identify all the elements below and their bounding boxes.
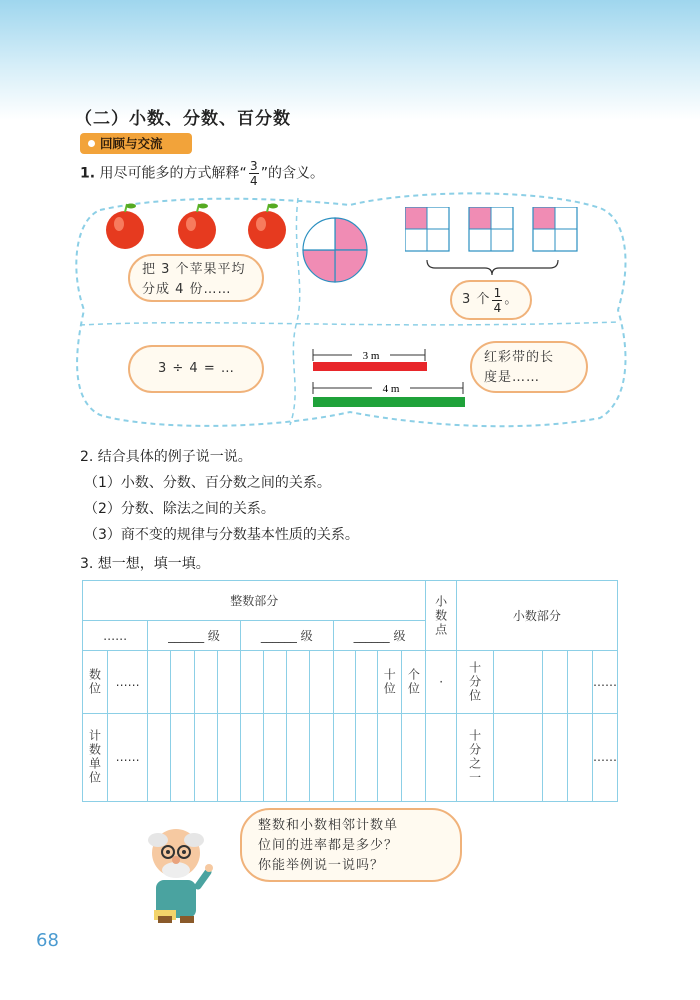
ellipsis-text: …… — [593, 750, 617, 765]
integer-part-label: 整数部分 — [230, 594, 279, 609]
quarter-grids — [405, 207, 580, 255]
page-number: 68 — [36, 930, 59, 951]
blank-cell[interactable] — [568, 713, 593, 801]
unit-label: 计数单位 — [87, 729, 102, 786]
blank-cell[interactable] — [217, 713, 240, 801]
apples — [105, 202, 295, 254]
blank-cell[interactable] — [264, 651, 287, 713]
blank-cell[interactable] — [240, 713, 263, 801]
apple-icon — [106, 204, 144, 250]
ribbons — [310, 345, 470, 410]
teacher-bubble-line1: 整数和小数相邻计数单 — [258, 818, 399, 833]
ellipsis-text: …… — [593, 674, 617, 689]
apples-cloud-line1: 把 3 个苹果平均 — [142, 262, 246, 277]
decimal-point-cell — [426, 713, 456, 801]
ellipsis-cell — [108, 651, 148, 713]
ellipsis-text: …… — [115, 674, 140, 689]
red-ribbon-label: 3 m — [362, 350, 380, 362]
apple-icon — [248, 204, 286, 250]
fraction-cloud-suffix: 。 — [504, 292, 519, 307]
blank-cell[interactable] — [194, 651, 217, 713]
blank-cell[interactable] — [378, 713, 402, 801]
grid-square — [469, 207, 513, 251]
blank-cell[interactable] — [171, 713, 194, 801]
grade-cell: ______ 级 — [148, 621, 241, 651]
decimal-point-header — [426, 581, 456, 651]
apple-icon — [178, 204, 216, 250]
q1-fraction — [249, 160, 259, 187]
division-expression: 3 ÷ 4 = … — [158, 361, 235, 376]
row-label-place — [83, 651, 108, 713]
review-tag — [80, 133, 192, 154]
q1-frac-den: 4 — [249, 174, 258, 188]
decimal-part-label: 小数部分 — [512, 609, 561, 624]
q2-item: （2）分数、除法之间的关系。 — [84, 501, 275, 517]
fraction-cloud — [450, 280, 532, 320]
teacher-illustration — [128, 818, 218, 923]
blank-cell[interactable] — [310, 713, 333, 801]
grade-cell: ______ 级 — [333, 621, 426, 651]
review-tag-label: 回顾与交流 — [100, 136, 163, 151]
tenth-unit-cell — [456, 713, 493, 801]
blank-cell[interactable] — [494, 651, 543, 713]
question-3-title: 3. 想一想，填一填。 — [80, 556, 210, 572]
blank-cell[interactable] — [355, 713, 377, 801]
blank-cell[interactable] — [543, 713, 568, 801]
ones-cell — [402, 651, 426, 713]
ellipsis-cell — [108, 713, 148, 801]
blank-cell[interactable] — [543, 651, 568, 713]
ones-label: 个位 — [406, 667, 421, 696]
ellipsis-cell — [593, 651, 618, 713]
blank-cell[interactable] — [287, 651, 310, 713]
apples-cloud-line2: 分成 4 份…… — [142, 282, 232, 297]
blank-cell[interactable] — [568, 651, 593, 713]
ellipsis-cell — [593, 713, 618, 801]
fraction-cloud-num: 1 — [493, 285, 502, 300]
decimal-part-header — [456, 581, 617, 651]
header-band — [0, 0, 700, 120]
blank-cell[interactable] — [402, 713, 426, 801]
blank-cell[interactable] — [494, 713, 543, 801]
blank-cell[interactable] — [310, 651, 333, 713]
section-title: （二）小数、分数、百分数 — [75, 109, 291, 129]
grade-label: 级 — [207, 629, 220, 644]
tenths-label: 十分位 — [467, 660, 482, 703]
q2-item: （3）商不变的规律与分数基本性质的关系。 — [84, 527, 359, 543]
row-label-unit — [83, 713, 108, 801]
dot-label: · — [439, 674, 444, 689]
blank-cell[interactable] — [355, 651, 377, 713]
q1-frac-num: 3 — [249, 159, 258, 173]
blank-cell[interactable] — [171, 651, 194, 713]
teacher-bubble-line3: 你能举例说一说吗？ — [258, 858, 385, 873]
tenths-cell — [456, 651, 493, 713]
blank-cell[interactable] — [194, 713, 217, 801]
apples-cloud — [128, 254, 264, 302]
bullet-icon — [88, 140, 95, 147]
blank-cell[interactable] — [264, 713, 287, 801]
q1-number: 1. — [80, 165, 96, 182]
blank-cell[interactable] — [148, 651, 171, 713]
grid-square — [405, 207, 449, 251]
grade-ellipsis — [83, 621, 148, 651]
teacher-speech-bubble — [240, 808, 462, 882]
blank-cell[interactable] — [333, 713, 355, 801]
fraction-cloud-prefix: 3 个 — [462, 292, 491, 307]
green-ribbon — [313, 397, 465, 407]
division-cloud — [128, 345, 264, 393]
fraction-cloud-frac — [492, 287, 502, 314]
decimal-point-cell — [426, 651, 456, 713]
tens-cell — [378, 651, 402, 713]
blank-cell[interactable] — [217, 651, 240, 713]
brace — [425, 258, 560, 278]
q1-text-before: 用尽可能多的方式解释“ — [99, 165, 247, 182]
tenth-unit-label: 十分之一 — [467, 729, 482, 786]
grid-square — [533, 207, 577, 251]
grade-label: 级 — [393, 629, 406, 644]
ribbon-cloud-line1: 红彩带的长 — [484, 350, 555, 365]
red-ribbon — [313, 362, 427, 371]
q1-text-after: ”的含义。 — [260, 165, 325, 182]
ribbon-cloud — [470, 341, 588, 393]
blank-cell[interactable] — [148, 713, 171, 801]
integer-part-header — [83, 581, 426, 621]
ribbon-cloud-line2: 度是…… — [484, 370, 541, 385]
decimal-point-label: 小数点 — [433, 594, 448, 637]
ellipsis-text: …… — [115, 750, 140, 765]
question-1 — [80, 160, 324, 187]
place-value-table — [82, 580, 618, 802]
teacher-bubble-line2: 位间的进率都是多少？ — [258, 838, 399, 853]
blank-cell[interactable] — [333, 651, 355, 713]
grade-cell: ______ 级 — [240, 621, 333, 651]
place-label: 数位 — [87, 667, 102, 696]
green-ribbon-label: 4 m — [382, 383, 400, 395]
question-2-items — [84, 470, 359, 548]
q2-item: （1）小数、分数、百分数之间的关系。 — [84, 475, 331, 491]
blank-cell[interactable] — [287, 713, 310, 801]
fraction-cloud-den: 4 — [493, 300, 502, 315]
ellipsis-text: …… — [103, 628, 128, 643]
question-2-title: 2. 结合具体的例子说一说。 — [80, 449, 252, 465]
tens-label: 十位 — [382, 667, 397, 696]
blank-cell[interactable] — [240, 651, 263, 713]
quarter-pie — [302, 217, 368, 283]
grade-label: 级 — [300, 629, 313, 644]
